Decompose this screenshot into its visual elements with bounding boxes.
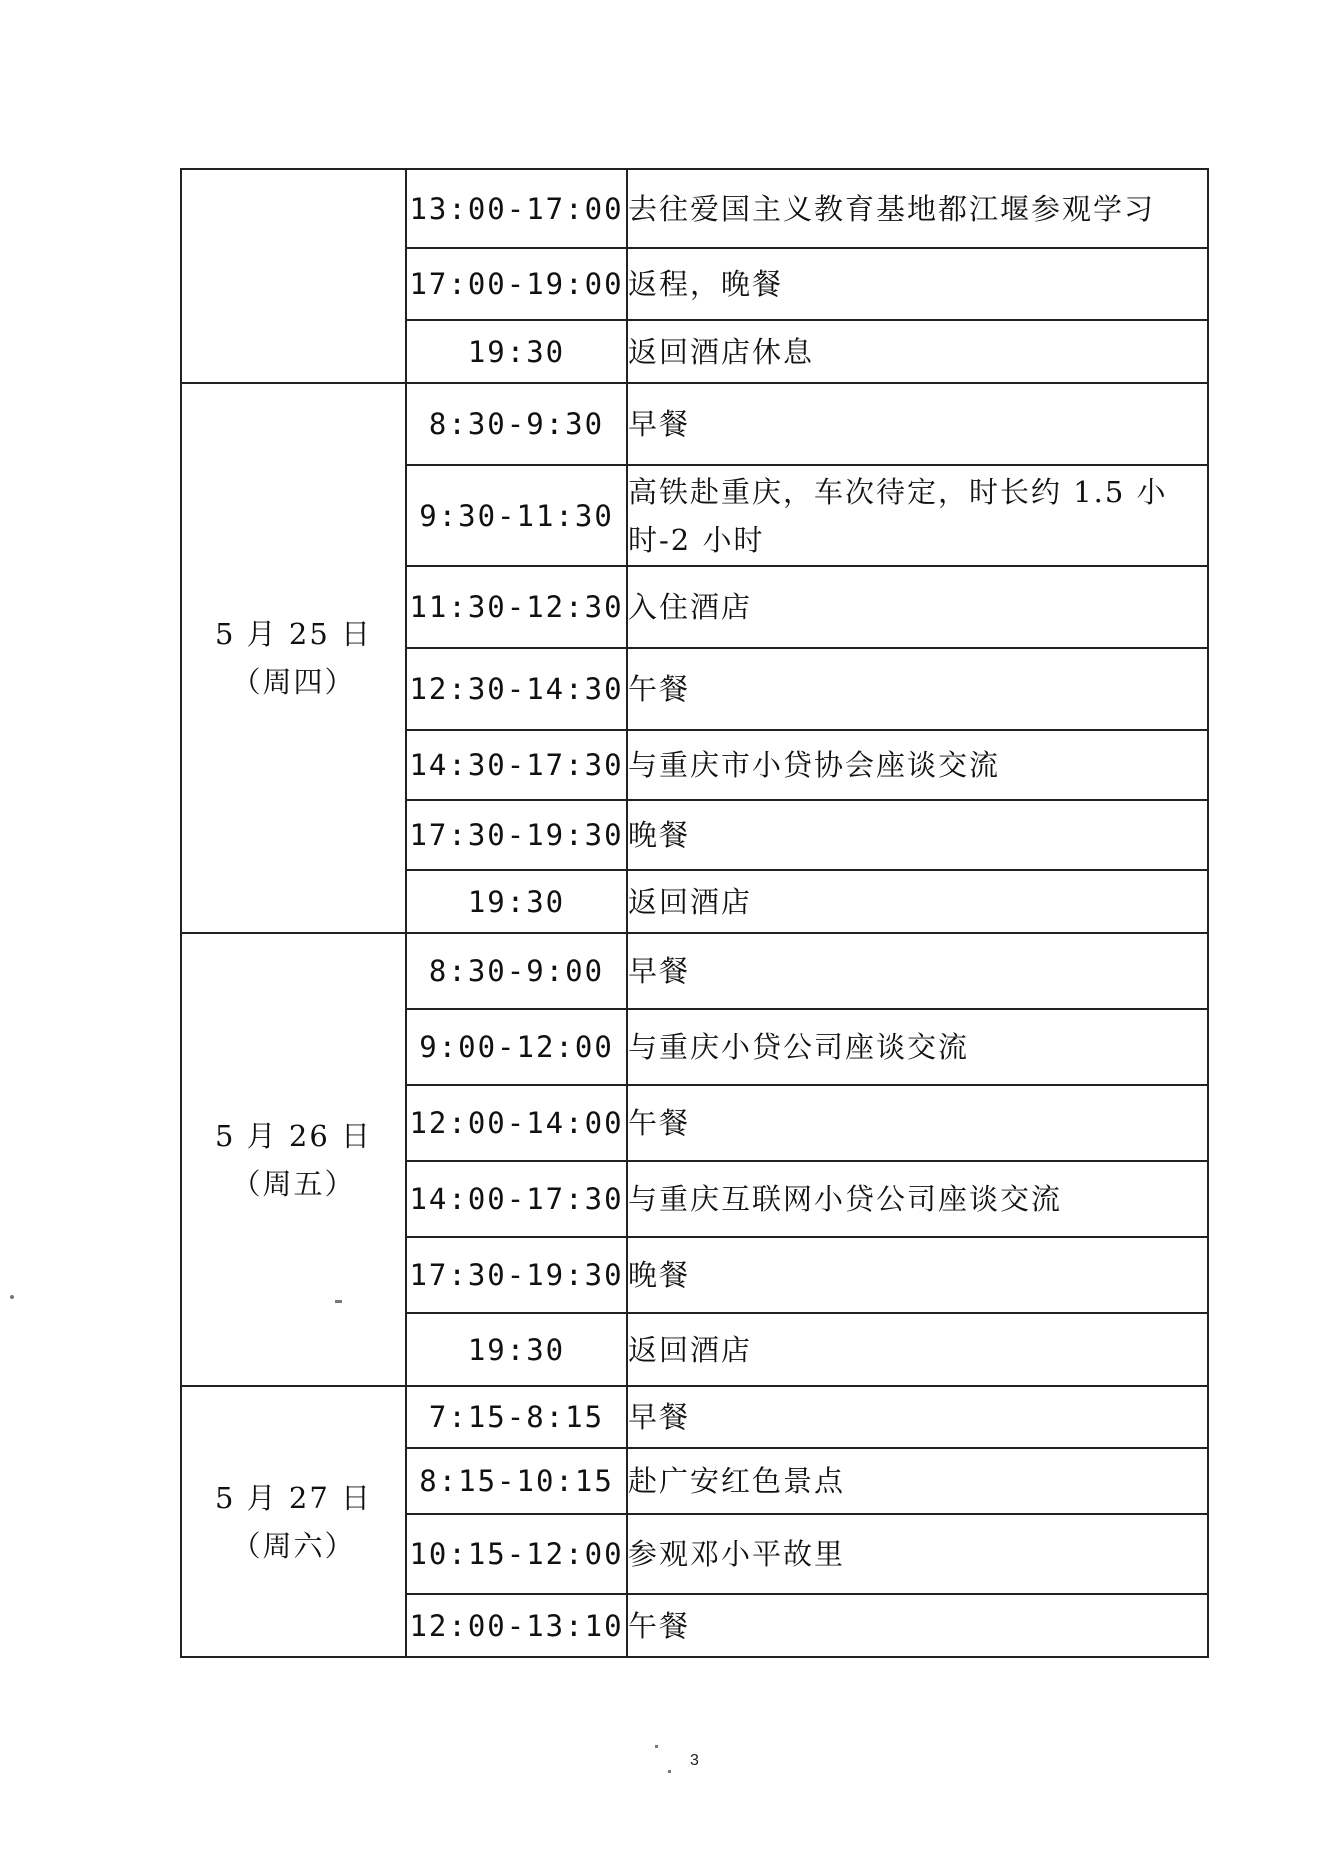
activity-cell: 返回酒店休息 [627,320,1208,383]
scan-speck [10,1295,14,1299]
time-cell: 13:00-17:00 [406,169,627,248]
time-cell: 8:30-9:00 [406,933,627,1009]
scan-speck [335,1300,342,1303]
table-row [181,933,1208,1009]
activity-cell: 入住酒店 [627,566,1208,648]
time-cell: 14:30-17:30 [406,730,627,800]
time-cell: 9:30-11:30 [406,465,627,566]
date-label: 5 月 25 日 [214,617,372,651]
itinerary-table [180,168,1209,1658]
time-cell: 10:15-12:00 [406,1514,627,1594]
activity-cell: 晚餐 [627,800,1208,870]
activity-cell: 午餐 [627,648,1208,730]
activity-cell: 返回酒店 [627,1313,1208,1386]
weekday-label: （周五） [231,1166,356,1201]
activity-cell: 早餐 [627,933,1208,1009]
date-cell [181,169,406,383]
time-cell: 12:00-13:10 [406,1594,627,1657]
time-cell: 19:30 [406,320,627,383]
activity-cell: 去往爱国主义教育基地都江堰参观学习 [627,169,1208,248]
table-row [181,383,1208,465]
weekday-label: （周四） [231,665,356,699]
date-cell [181,933,406,1386]
activity-cell: 晚餐 [627,1237,1208,1313]
activity-cell: 午餐 [627,1594,1208,1657]
activity-cell: 赴广安红色景点 [627,1448,1208,1514]
time-cell: 19:30 [406,870,627,933]
time-cell: 8:30-9:30 [406,383,627,465]
date-cell [181,383,406,933]
activity-cell: 早餐 [627,383,1208,465]
activity-cell: 返回酒店 [627,870,1208,933]
activity-cell: 早餐 [627,1386,1208,1448]
table-row [181,1386,1208,1448]
scan-speck [668,1770,671,1773]
time-cell: 17:00-19:00 [406,248,627,320]
time-cell: 14:00-17:30 [406,1161,627,1237]
activity-cell: 与重庆小贷公司座谈交流 [627,1009,1208,1085]
page-number: 3 [690,1752,699,1769]
activity-cell: 高铁赴重庆，车次待定，时长约 1.5 小时-2 小时 [627,465,1208,566]
time-cell: 12:30-14:30 [406,648,627,730]
date-cell [181,1386,406,1657]
activity-cell: 与重庆市小贷协会座谈交流 [627,730,1208,800]
weekday-label: （周六） [231,1528,356,1563]
time-cell: 12:00-14:00 [406,1085,627,1161]
table-row [181,169,1208,248]
time-cell: 8:15-10:15 [406,1448,627,1514]
date-label: 5 月 26 日 [214,1118,372,1153]
time-cell: 17:30-19:30 [406,800,627,870]
activity-cell: 返程，晚餐 [627,248,1208,320]
scan-speck [655,1745,658,1748]
date-label: 5 月 27 日 [214,1480,372,1515]
activity-cell: 参观邓小平故里 [627,1514,1208,1594]
activity-cell: 午餐 [627,1085,1208,1161]
time-cell: 9:00-12:00 [406,1009,627,1085]
time-cell: 19:30 [406,1313,627,1386]
time-cell: 7:15-8:15 [406,1386,627,1448]
time-cell: 11:30-12:30 [406,566,627,648]
time-cell: 17:30-19:30 [406,1237,627,1313]
activity-cell: 与重庆互联网小贷公司座谈交流 [627,1161,1208,1237]
